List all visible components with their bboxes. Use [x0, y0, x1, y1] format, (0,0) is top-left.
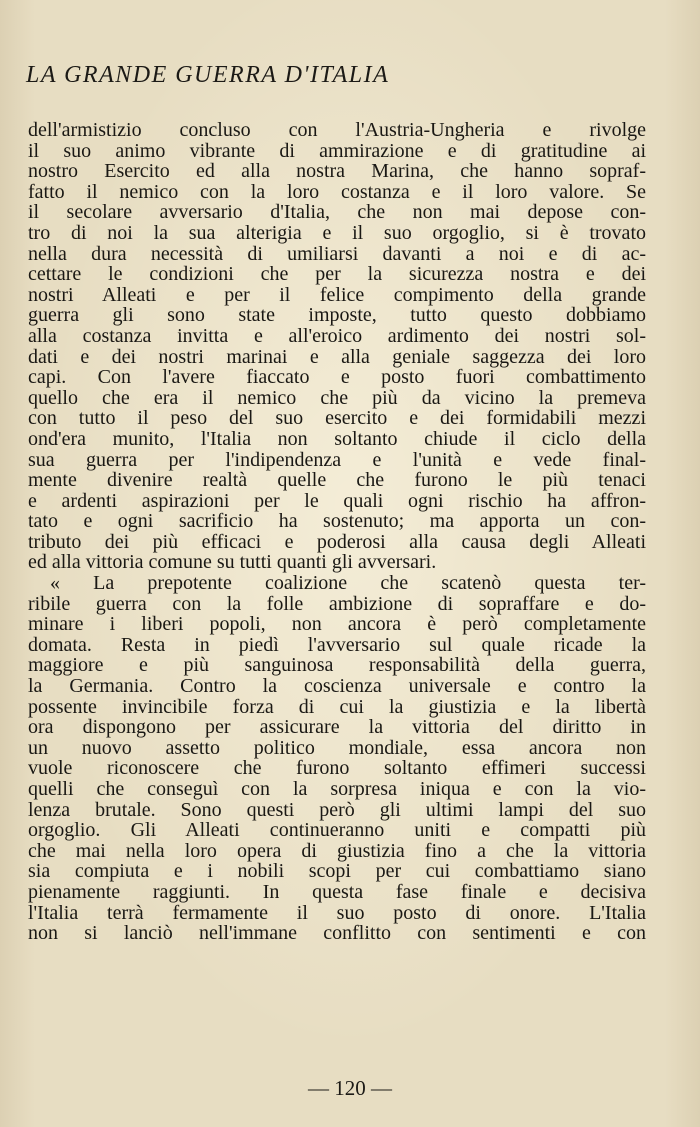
text-line: tributo dei più efficaci e poderosi alla causa degli Alleati	[28, 530, 646, 553]
text-line: dati e dei nostri marinai e alla geniale saggezza dei loro	[28, 345, 646, 368]
text-line: la Germania. Contro la coscienza universale e contro la	[28, 675, 646, 698]
text-line: cettare le condizioni che per la sicurezza nostra e dei	[28, 263, 646, 286]
paragraph-start-line: « La prepotente coalizione che scatenò questa ter-	[50, 572, 646, 595]
text-line: vuole riconoscere che furono soltanto effimeri successi	[28, 757, 646, 780]
text-line: sia compiuta e i nobili scopi per cui combattiamo siano	[28, 860, 646, 883]
text-line: quelli che conseguì con la sorpresa iniqua e con la vio-	[28, 778, 646, 800]
text-line: capi. Con l'avere fiaccato e posto fuori combattimento	[28, 366, 646, 389]
body-text	[28, 120, 646, 944]
text-line: il secolare avversario d'Italia, che non mai depose con-	[28, 201, 646, 224]
text-line: lenza brutale. Sono questi però gli ultimi lampi del suo	[28, 798, 646, 821]
text-line: orgoglio. Gli Alleati continueranno uniti e compatti più	[28, 819, 646, 842]
text-line: nostro Esercito ed alla nostra Marina, che hanno sopraf-	[28, 160, 646, 183]
paragraph-end-line: ed alla vittoria comune su tutti quanti gli avversari.	[28, 551, 437, 574]
text-line: e ardenti aspirazioni per le quali ogni rischio ha affron-	[28, 489, 646, 512]
text-line: maggiore e più sanguinosa responsabilità della guerra,	[28, 654, 646, 677]
text-line: tro di noi la sua alterigia e il suo orgoglio, si è trovato	[28, 221, 646, 244]
text-line: un nuovo assetto politico mondiale, essa ancora non	[28, 736, 646, 759]
text-line: domata. Resta in piedì l'avversario sul quale ricade la	[28, 633, 646, 656]
text-line: alla costanza invitta e all'eroico ardimento dei nostri sol-	[28, 324, 646, 347]
text-line: nostri Alleati e per il felice compimento della grande	[28, 283, 646, 306]
text-line: nella dura necessità di umiliarsi davanti a noi e di ac-	[28, 242, 646, 265]
page-number: — 120 —	[308, 1076, 392, 1100]
text-line: pienamente raggiunti. In questa fase finale e decisiva	[28, 880, 646, 903]
text-line: dell'armistizio concluso con l'Austria-Ungheria e rivolge	[28, 119, 646, 141]
text-line: il suo animo vibrante di ammirazione e di gratitudine ai	[28, 139, 646, 162]
text-line: con tutto il peso del suo esercito e dei formidabili mezzi	[28, 407, 646, 430]
text-line: guerra gli sono state imposte, tutto questo dobbiamo	[28, 304, 646, 327]
text-line: non si lanciò nell'immane conflitto con sentimenti e con	[28, 922, 646, 945]
text-line: quello che era il nemico che più da vicino la premeva	[28, 386, 646, 409]
text-line: possente invincibile forza di cui la giustizia e la libertà	[28, 695, 646, 718]
text-line: sua guerra per l'indipendenza e l'unità e vede final-	[28, 448, 646, 471]
text-line: fatto il nemico con la loro costanza e il loro valore. Se	[28, 180, 646, 203]
text-line: tato e ogni sacrificio ha sostenuto; ma apporta un con-	[28, 510, 646, 533]
text-line: ond'era munito, l'Italia non soltanto chiude il ciclo della	[28, 427, 646, 450]
text-line: mente divenire realtà quelle che furono le più tenaci	[28, 469, 646, 492]
text-line: l'Italia terrà fermamente il suo posto di onore. L'Italia	[28, 901, 646, 924]
running-title: LA GRANDE GUERRA D'ITALIA	[26, 62, 390, 88]
text-line: minare i liberi popoli, non ancora è però completamente	[28, 613, 646, 636]
text-line: ora dispongono per assicurare la vittoria del diritto in	[28, 716, 646, 739]
text-line: ribile guerra con la folle ambizione di sopraffare e do-	[28, 592, 646, 615]
text-line: che mai nella loro opera di giustizia fino a che la vittoria	[28, 839, 646, 862]
